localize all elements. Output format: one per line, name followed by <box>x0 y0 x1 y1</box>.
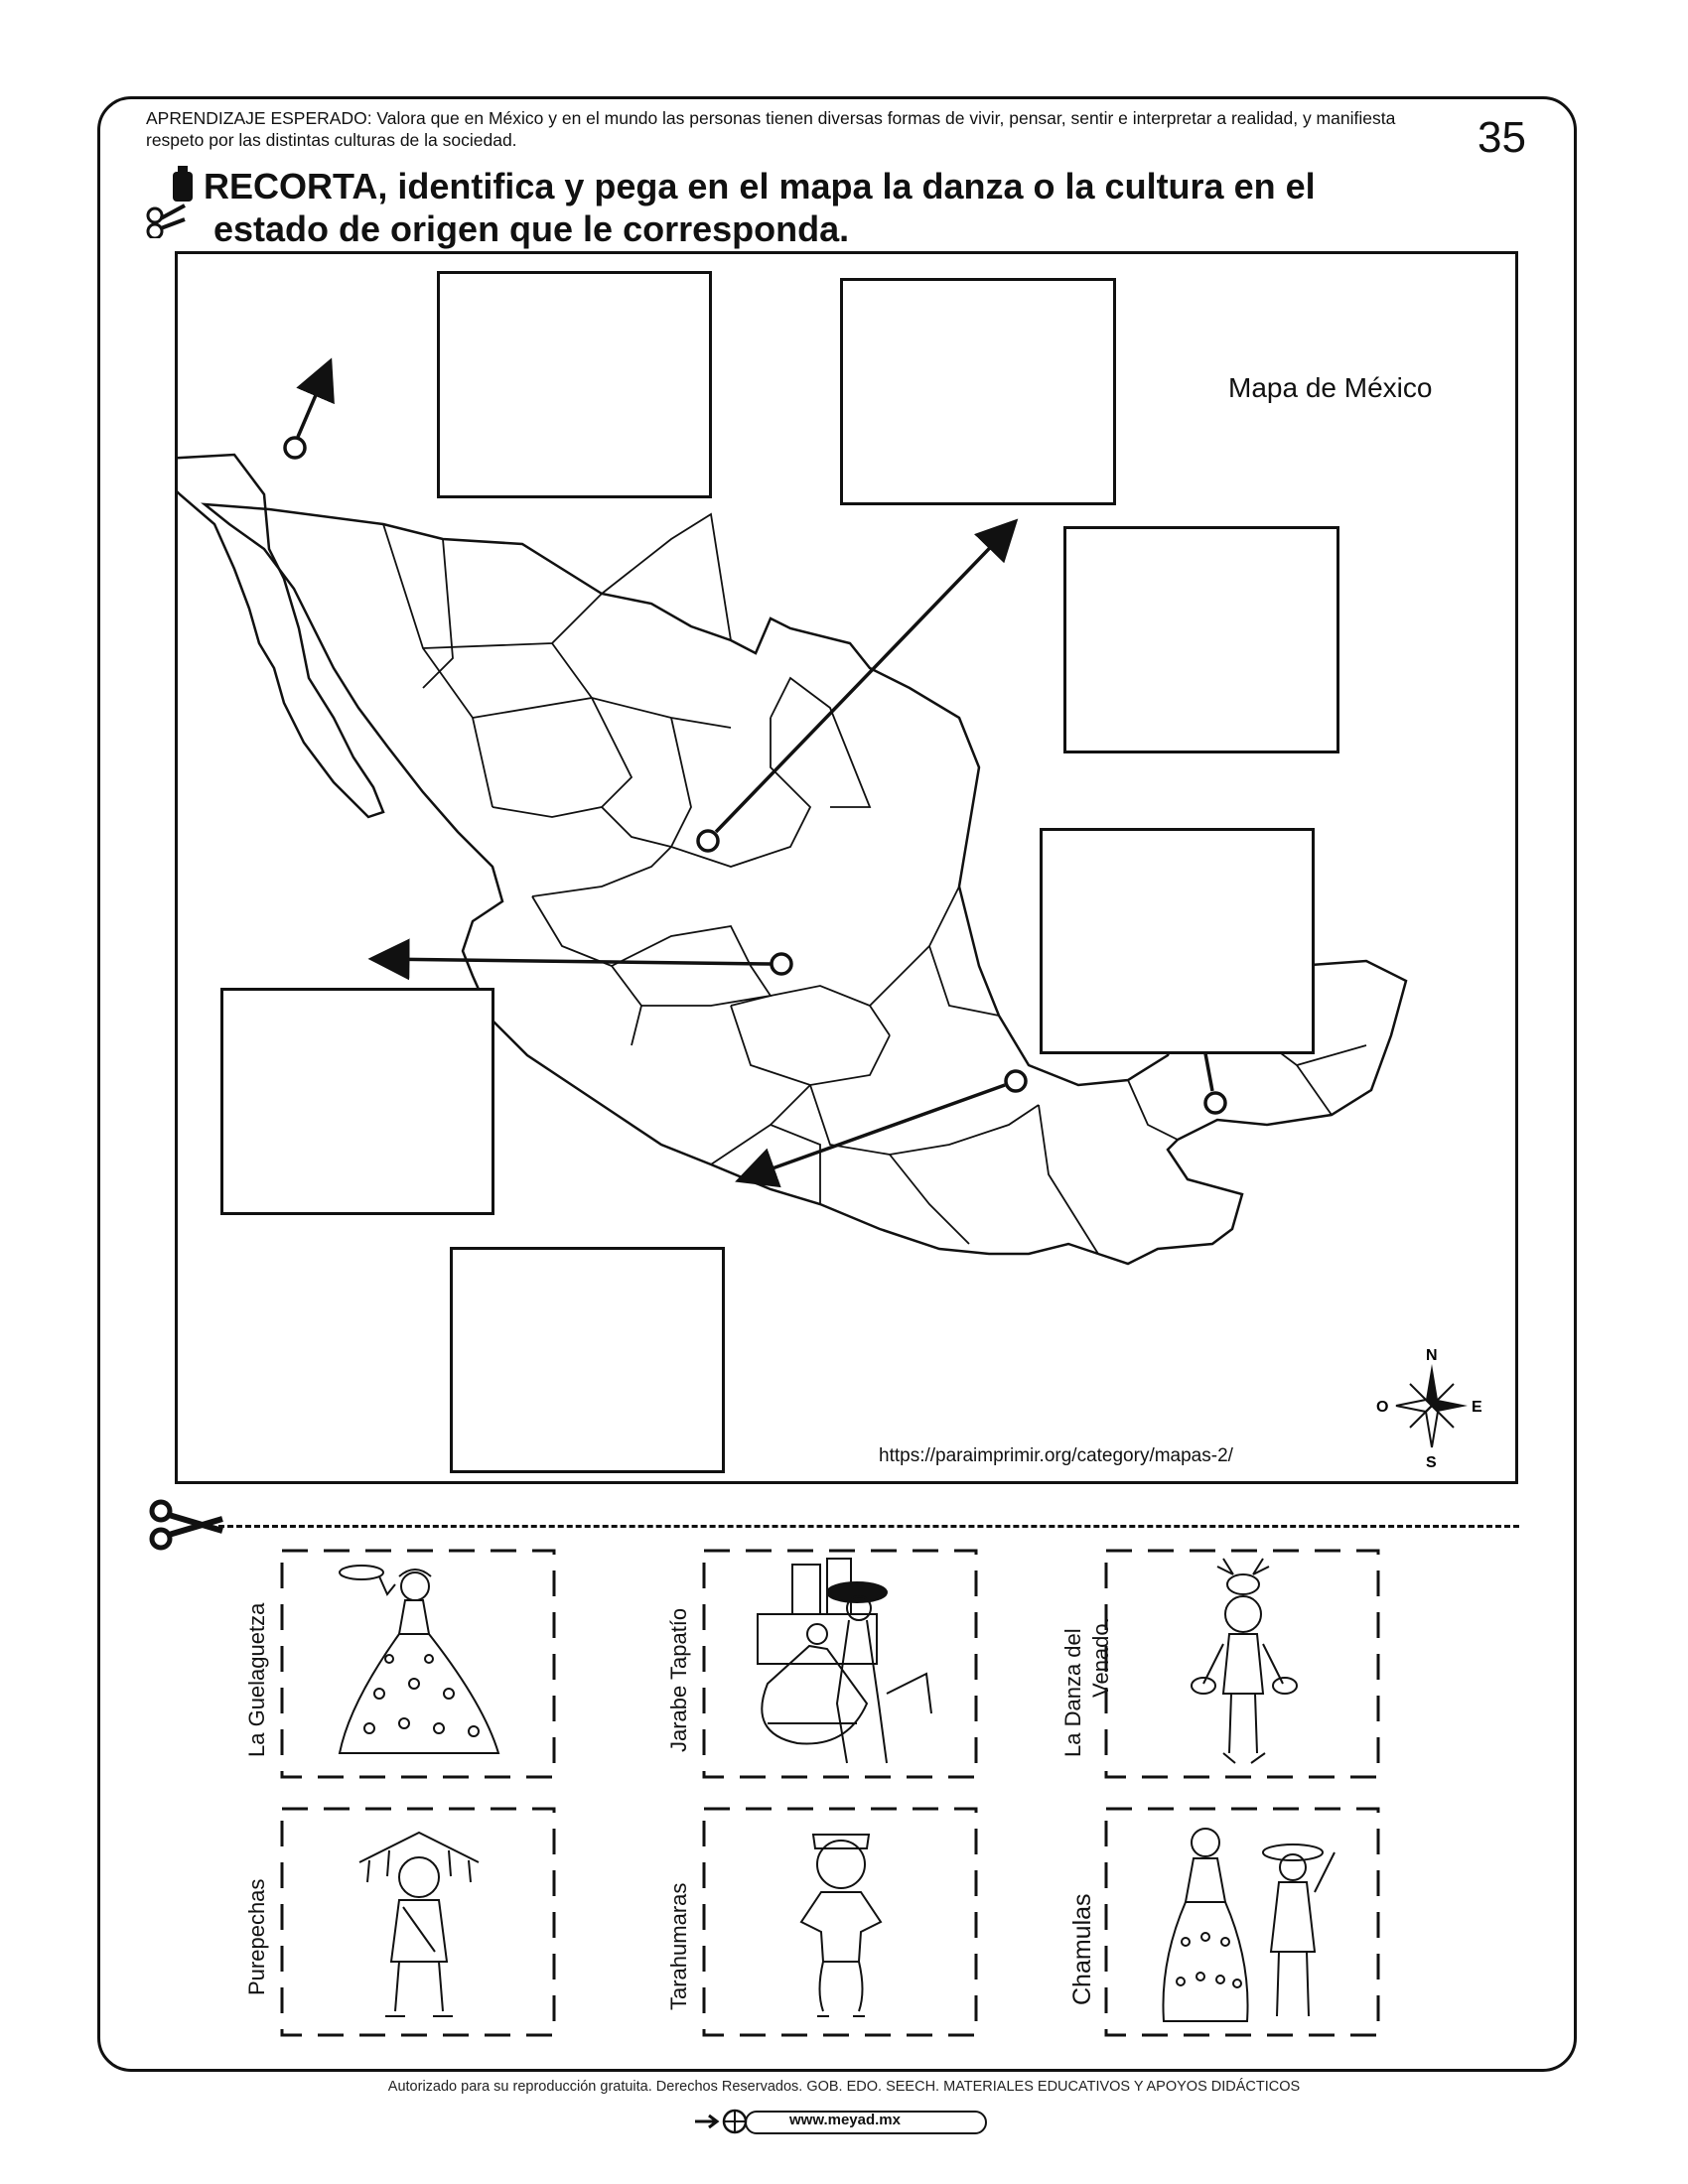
paste-box-2[interactable] <box>840 278 1116 505</box>
paste-box-4[interactable] <box>1040 828 1315 1054</box>
compass-north: N <box>1426 1347 1438 1364</box>
paste-box-3[interactable] <box>1063 526 1339 753</box>
tarahumara-child-icon <box>762 1813 920 2031</box>
scissors-icon <box>147 1497 224 1553</box>
cutout-card-purepechas[interactable] <box>244 1807 556 2037</box>
paste-box-1[interactable] <box>437 271 712 498</box>
jarabe-tapatio-couple-icon <box>738 1555 946 1773</box>
purepecha-child-icon <box>340 1813 498 2031</box>
compass-east: E <box>1472 1399 1482 1416</box>
scissors-glue-icon <box>145 164 203 238</box>
website-url[interactable]: www.meyad.mx <box>789 2112 901 2128</box>
chamula-couple-icon <box>1146 1813 1344 2031</box>
map-title: Mapa de México <box>1228 372 1433 403</box>
compass-west: O <box>1376 1399 1389 1416</box>
map-source-url: https://paraimprimir.org/category/mapas-2/ <box>879 1445 1233 1466</box>
paste-box-5[interactable] <box>220 988 494 1215</box>
card-label-danza-venado-2: Venado. <box>1088 1617 1113 1698</box>
cut-line <box>218 1525 1519 1528</box>
footer-website[interactable] <box>695 2108 993 2135</box>
card-label-chamulas: Chamulas <box>1068 1893 1096 2005</box>
card-label-jarabe-tapatio: Jarabe Tapatío <box>666 1607 691 1752</box>
card-label-purepechas: Purepechas <box>244 1878 269 1995</box>
compass-south: S <box>1426 1454 1437 1471</box>
page-number: 35 <box>1477 113 1526 162</box>
card-label-guelaguetza: La Guelaguetza <box>244 1602 269 1757</box>
card-label-danza-venado-1: La Danza del <box>1060 1628 1085 1757</box>
map-baja-california <box>175 455 383 817</box>
learning-objective: APRENDIZAJE ESPERADO: Valora que en México y en el mundo las personas tienen diversas formas de vivir, pensar, sentir e interpretar a realidad, y manifiesta respeto por las distintas culturas de la sociedad. <box>146 108 1396 150</box>
cutout-card-jarabe-tapatio[interactable] <box>666 1549 978 1779</box>
instruction <box>204 165 1455 250</box>
instruction-line-1: RECORTA, identifica y pega en el mapa la danza o la cultura en el <box>204 166 1316 206</box>
cutout-card-guelaguetza[interactable] <box>244 1549 556 1779</box>
paste-box-6[interactable] <box>450 1247 725 1473</box>
compass-rose-icon <box>1370 1342 1489 1471</box>
deer-dancer-icon <box>1174 1555 1333 1773</box>
footer-credit: Autorizado para su reproducción gratuita. Derechos Reservados. GOB. EDO. SEECH. MATERIALES EDUCATIVOS Y APOYOS DIDÁCTICOS <box>387 2079 1301 2095</box>
cutout-card-danza-venado[interactable] <box>1060 1549 1380 1779</box>
instruction-line-2: estado de origen que le corresponda. <box>213 208 850 249</box>
cutout-card-chamulas[interactable] <box>1068 1807 1380 2037</box>
card-label-tarahumaras: Tarahumaras <box>666 1882 691 2010</box>
guelaguetza-dancer-icon <box>320 1555 518 1773</box>
cutout-card-tarahumaras[interactable] <box>666 1807 978 2037</box>
